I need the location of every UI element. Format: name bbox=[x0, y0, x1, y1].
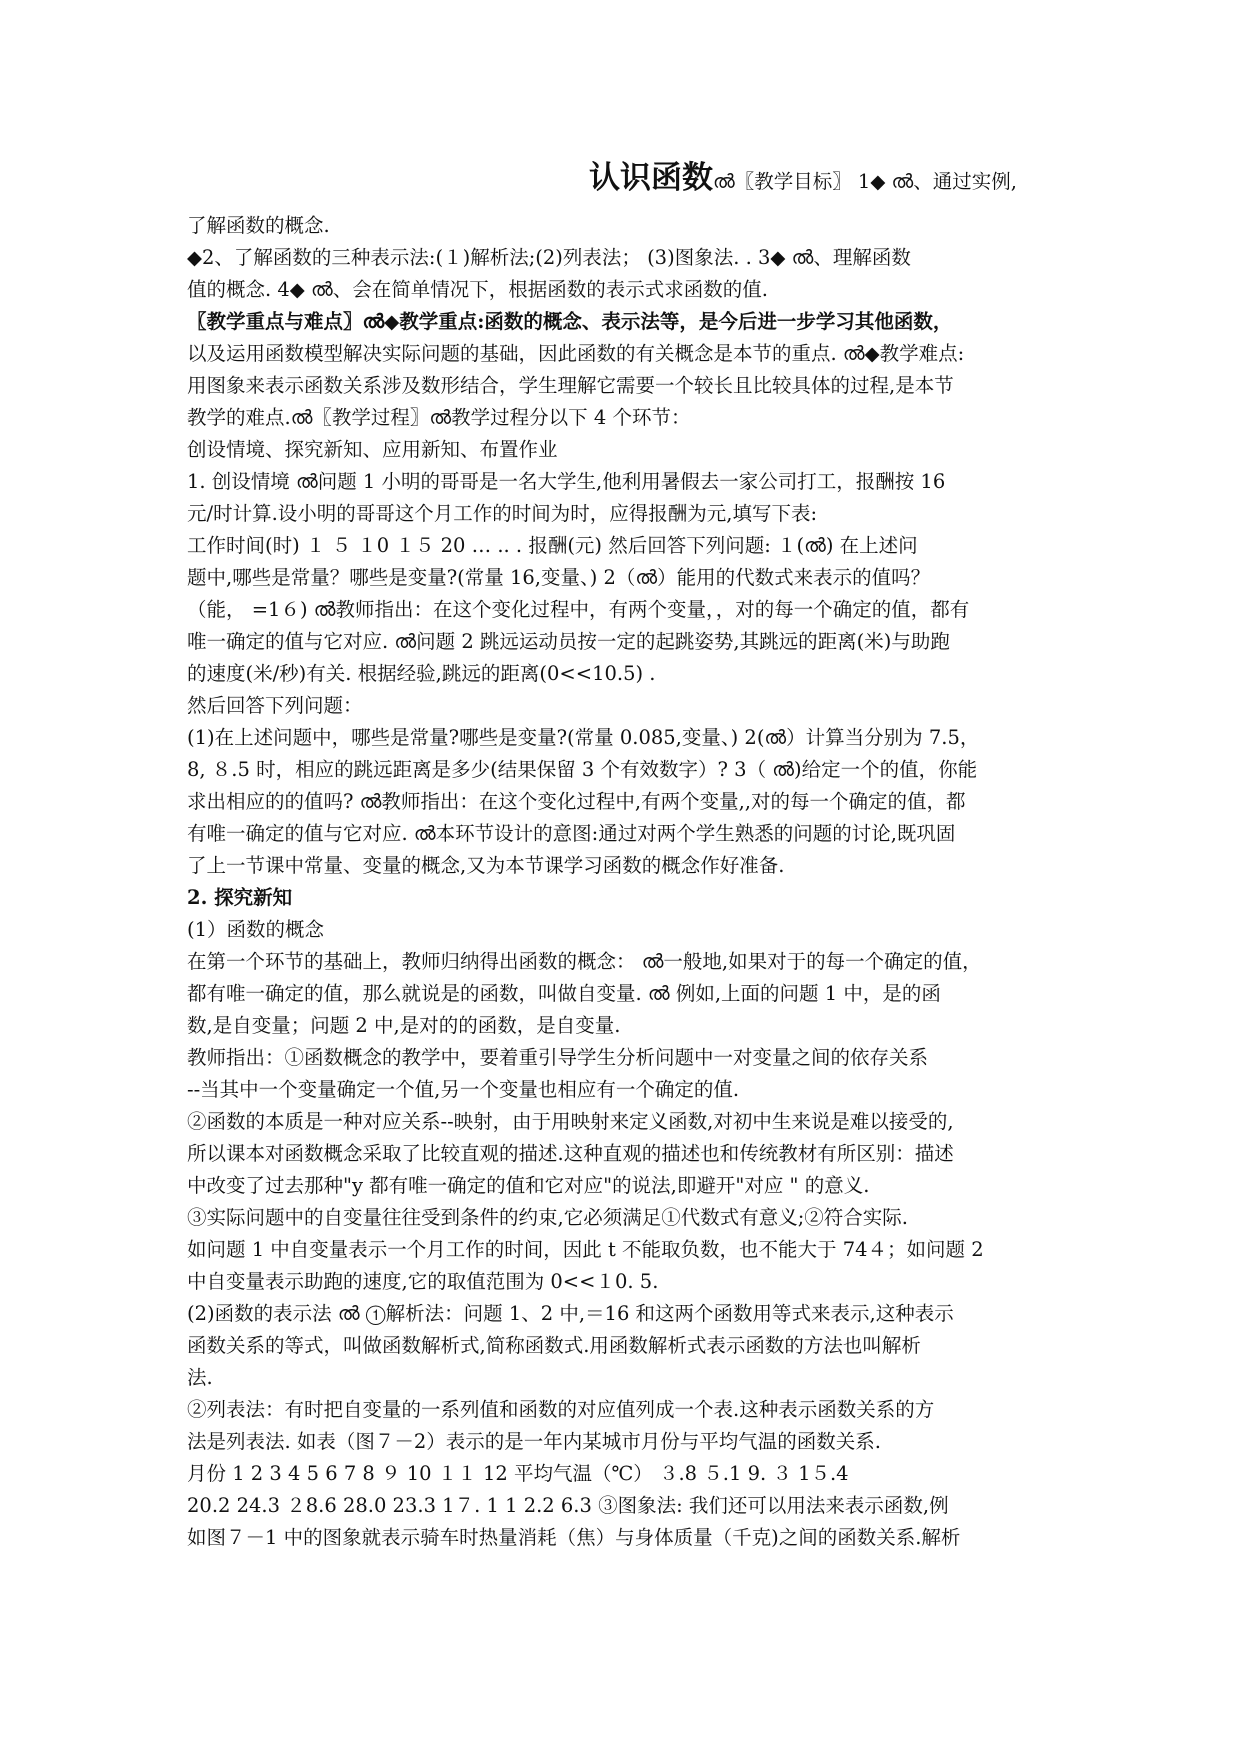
document-page bbox=[187, 148, 1072, 1554]
page-title: 认识函数 bbox=[589, 160, 713, 196]
text-line: 工作时间(时) １ ５ １0 １５ 20 … .. . 报酬(元) 然后回答下列问题: １(ൽ) 在上述问 bbox=[187, 534, 918, 557]
text-line: (1）函数的概念 bbox=[187, 918, 325, 941]
text-line: ②列表法：有时把自变量的一系列值和函数的对应值列成一个表.这种表示函数关系的方 bbox=[187, 1398, 935, 1421]
text-line: 值的概念. 4◆ ൽ、会在简单情况下，根据函数的表示式求函数的值. bbox=[187, 278, 768, 301]
text-line: 〖教学重点与难点〗ൽ◆教学重点:函数的概念、表示法等，是今后进一步学习其他函数， bbox=[187, 310, 953, 333]
text-line: ②函数的本质是一种对应关系--映射，由于用映射来定义函数,对初中生来说是难以接受的, bbox=[187, 1110, 954, 1133]
text-line: 题中,哪些是常量？哪些是变量?(常量 16,变量、) 2（ൽ）能用的代数式来表示的值吗？ bbox=[187, 566, 931, 589]
text-line: 有唯一确定的值与它对应. ൽ本环节设计的意图:通过对两个学生熟悉的问题的讨论,既巩固 bbox=[187, 822, 956, 845]
text-line: 法. bbox=[187, 1366, 213, 1389]
title-wrap bbox=[589, 162, 1017, 198]
text-line: 然后回答下列问题： bbox=[187, 694, 363, 717]
text-line: 中自变量表示助跑的速度,它的取值范围为 0<<１0. 5. bbox=[187, 1270, 659, 1293]
body-text bbox=[187, 210, 1072, 1554]
text-line: 创设情境、探究新知、应用新知、布置作业 bbox=[187, 438, 558, 461]
text-line: 用图象来表示函数关系涉及数形结合，学生理解它需要一个较长且比较具体的过程,是本节 bbox=[187, 374, 954, 397]
text-line: 了上一节课中常量、变量的概念,又为本节课学习函数的概念作好准备. bbox=[187, 854, 785, 877]
text-line: 教师指出：①函数概念的教学中，要着重引导学生分析问题中一对变量之间的依存关系 bbox=[187, 1046, 929, 1069]
title-row bbox=[187, 148, 1072, 210]
title-tail: ൽ〖教学目标〗 1◆ ൽ、通过实例, bbox=[713, 170, 1017, 193]
text-line: 教学的难点.ൽ〖教学过程〗ൽ教学过程分以下 4 个环节： bbox=[187, 406, 691, 429]
text-line: 的速度(米/秒)有关. 根据经验,跳远的距离(0<<10.5) . bbox=[187, 662, 656, 685]
text-line: 如图７－1 中的图象就表示骑车时热量消耗（焦）与身体质量（千克)之间的函数关系.解析 bbox=[187, 1526, 961, 1549]
text-line: 8, ８.5 时，相应的跳远距离是多少(结果保留 3 个有效数字）? 3（ ൽ)给定一个的值，你能 bbox=[187, 758, 978, 781]
text-line: 法是列表法. 如表（图７－2）表示的是一年内某城市月份与平均气温的函数关系. bbox=[187, 1430, 882, 1453]
text-line: （能， =1６) ൽ教师指出：在这个变化过程中，有两个变量，，对的每一个确定的值，都有 bbox=[187, 598, 970, 621]
text-line: 了解函数的概念. bbox=[187, 214, 330, 237]
text-line: 所以课本对函数概念采取了比较直观的描述.这种直观的描述也和传统教材有所区别：描述 bbox=[187, 1142, 954, 1165]
text-line: (2)函数的表示法 ൽ ①解析法：问题 1、2 中,＝16 和这两个函数用等式来表示,这种表示 bbox=[187, 1302, 954, 1325]
text-line: (1)在上述问题中，哪些是常量?哪些是变量?(常量 0.085,变量、) 2(ൽ）计算当分别为 7.5， bbox=[187, 726, 980, 749]
text-line: 在第一个环节的基础上，教师归纳得出函数的概念： ൽ一般地,如果对于的每一个确定的值， bbox=[187, 950, 982, 973]
text-line: --当其中一个变量确定一个值,另一个变量也相应有一个确定的值. bbox=[187, 1078, 740, 1101]
text-line: 求出相应的的值吗? ൽ教师指出：在这个变化过程中,有两个变量,,对的每一个确定的值，都 bbox=[187, 790, 966, 813]
text-line: 都有唯一确定的值，那么就说是的函数，叫做自变量. ൽ 例如,上面的问题 1 中，是的函 bbox=[187, 982, 941, 1005]
text-line: 元/时计算.设小明的哥哥这个月工作的时间为时，应得报酬为元,填写下表: bbox=[187, 502, 818, 525]
section-heading-1: 1. 创设情境 ൽ问题 1 小明的哥哥是一名大学生,他利用暑假去一家公司打工，报酬按 16 bbox=[187, 470, 946, 493]
text-line: 唯一确定的值与它对应. ൽ问题 2 跳远运动员按一定的起跳姿势,其跳远的距离(米)与助跑 bbox=[187, 630, 950, 653]
text-line: 函数关系的等式，叫做函数解析式,简称函数式.用函数解析式表示函数的方法也叫解析 bbox=[187, 1334, 921, 1357]
text-line: 20.2 24.3 ２8.6 28.0 23.3 1７. 1 1 2.2 6.3 ③图象法: 我们还可以用法来表示函数,例 bbox=[187, 1494, 949, 1517]
text-line: ◆2、了解函数的三种表示法:(１)解析法;(2)列表法； (3)图象法. . 3◆ ൽ、理解函数 bbox=[187, 246, 911, 269]
text-line: 月份 1 2 3 4 5 6 7 8 ９ 10 １１ 12 平均气温（℃） ３.8 ５.1 9. ３ 1５.4 bbox=[187, 1462, 849, 1485]
text-line: 中改变了过去那种"y 都有唯一确定的值和它对应"的说法,即避开"对应 " 的意义. bbox=[187, 1174, 870, 1197]
text-line: 数,是自变量；问题 2 中,是对的的函数，是自变量. bbox=[187, 1014, 621, 1037]
text-line: 以及运用函数模型解决实际问题的基础，因此函数的有关概念是本节的重点. ൽ◆教学难点: bbox=[187, 342, 965, 365]
section-heading-2: 2. 探究新知 bbox=[187, 886, 293, 909]
text-line: ③实际问题中的自变量往往受到条件的约束,它必须满足①代数式有意义;②符合实际. bbox=[187, 1206, 908, 1229]
text-line: 如问题 1 中自变量表示一个月工作的时间，因此 t 不能取负数，也不能大于 74４；如问题 2 bbox=[187, 1238, 984, 1261]
